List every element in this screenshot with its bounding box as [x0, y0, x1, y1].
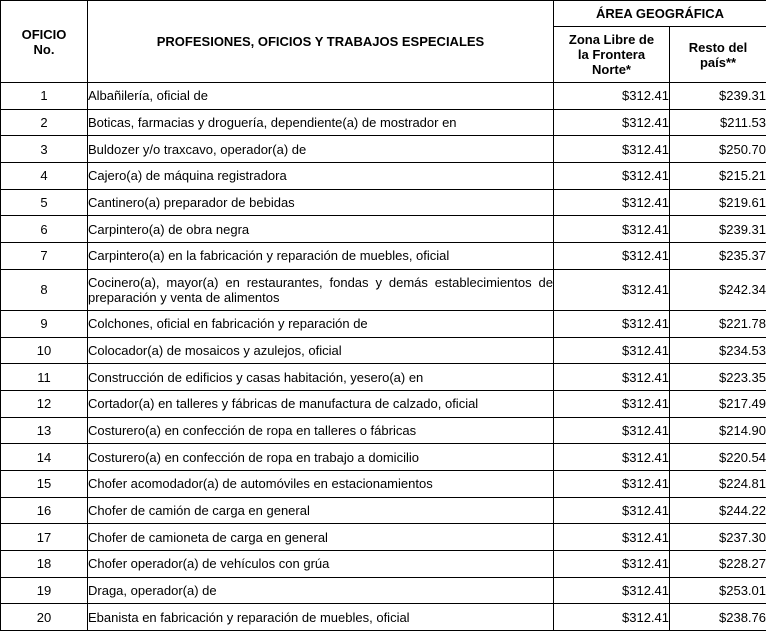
oficio-number: 9: [1, 310, 88, 337]
resto-wage: $250.70: [670, 136, 766, 163]
zona-wage: $312.41: [554, 364, 670, 391]
zona-wage: $312.41: [554, 444, 670, 471]
zona-wage: $312.41: [554, 216, 670, 243]
resto-wage: $214.90: [670, 417, 766, 444]
profession-description: Construcción de edificios y casas habitación, yesero(a) en: [88, 364, 554, 391]
profession-description: Cantinero(a) preparador de bebidas: [88, 189, 554, 216]
oficio-number: 19: [1, 577, 88, 604]
resto-wage: $237.30: [670, 524, 766, 551]
table-row: [1, 136, 766, 163]
profession-description: Cocinero(a), mayor(a) en restaurantes, fondas y demás establecimientos de preparación y venta de alimentos: [88, 269, 554, 310]
resto-wage: $219.61: [670, 189, 766, 216]
oficio-number: 5: [1, 189, 88, 216]
table-row: [1, 497, 766, 524]
profession-description: Costurero(a) en confección de ropa en trabajo a domicilio: [88, 444, 554, 471]
profession-description: Buldozer y/o traxcavo, operador(a) de: [88, 136, 554, 163]
area-header: ÁREA GEOGRÁFICA: [554, 1, 766, 27]
profession-description: Boticas, farmacias y droguería, dependiente(a) de mostrador en: [88, 109, 554, 136]
zona-wage: $312.41: [554, 604, 670, 631]
resto-wage: $244.22: [670, 497, 766, 524]
zona-wage: $312.41: [554, 524, 670, 551]
zona-header: Zona Libre de la Frontera Norte*: [554, 27, 670, 83]
table-row: [1, 524, 766, 551]
oficio-number: 18: [1, 551, 88, 578]
zona-wage: $312.41: [554, 417, 670, 444]
oficio-number: 4: [1, 163, 88, 190]
table-row: [1, 390, 766, 417]
table-row: [1, 216, 766, 243]
oficio-number: 14: [1, 444, 88, 471]
table-row: [1, 189, 766, 216]
zona-wage: $312.41: [554, 243, 670, 270]
resto-wage: $221.78: [670, 310, 766, 337]
profession-description: Ebanista en fabricación y reparación de muebles, oficial: [88, 604, 554, 631]
table-row: [1, 364, 766, 391]
resto-wage: $242.34: [670, 269, 766, 310]
resto-wage: $253.01: [670, 577, 766, 604]
resto-wage: $217.49: [670, 390, 766, 417]
oficio-number: 17: [1, 524, 88, 551]
professions-header: PROFESIONES, OFICIOS Y TRABAJOS ESPECIALES: [88, 1, 554, 83]
zona-wage: $312.41: [554, 551, 670, 578]
profession-description: Colocador(a) de mosaicos y azulejos, oficial: [88, 337, 554, 364]
table-row: [1, 444, 766, 471]
oficio-number: 15: [1, 470, 88, 497]
zona-wage: $312.41: [554, 390, 670, 417]
oficio-number: 2: [1, 109, 88, 136]
zona-wage: $312.41: [554, 109, 670, 136]
table-row: [1, 269, 766, 310]
resto-wage: $238.76: [670, 604, 766, 631]
table-header: [1, 1, 766, 83]
profession-description: Chofer operador(a) de vehículos con grúa: [88, 551, 554, 578]
resto-wage: $235.37: [670, 243, 766, 270]
table-row: [1, 604, 766, 631]
table-row: [1, 337, 766, 364]
oficio-number: 11: [1, 364, 88, 391]
oficio-header: OFICIO No.: [1, 1, 88, 83]
table-row: [1, 83, 766, 110]
resto-header: Resto del país**: [670, 27, 766, 83]
profession-description: Cajero(a) de máquina registradora: [88, 163, 554, 190]
table-row: [1, 243, 766, 270]
resto-wage: $228.27: [670, 551, 766, 578]
zona-wage: $312.41: [554, 497, 670, 524]
oficio-number: 7: [1, 243, 88, 270]
profession-description: Colchones, oficial en fabricación y reparación de: [88, 310, 554, 337]
profession-description: Chofer de camioneta de carga en general: [88, 524, 554, 551]
oficio-number: 3: [1, 136, 88, 163]
profession-description: Carpintero(a) de obra negra: [88, 216, 554, 243]
oficio-number: 10: [1, 337, 88, 364]
oficio-number: 8: [1, 269, 88, 310]
oficio-number: 13: [1, 417, 88, 444]
profession-description: Carpintero(a) en la fabricación y reparación de muebles, oficial: [88, 243, 554, 270]
zona-wage: $312.41: [554, 189, 670, 216]
oficio-number: 6: [1, 216, 88, 243]
profession-description: Costurero(a) en confección de ropa en talleres o fábricas: [88, 417, 554, 444]
zona-wage: $312.41: [554, 136, 670, 163]
resto-wage: $211.53: [670, 109, 766, 136]
table-body: [1, 83, 766, 631]
profession-description: Cortador(a) en talleres y fábricas de manufactura de calzado, oficial: [88, 390, 554, 417]
table-row: [1, 109, 766, 136]
resto-wage: $239.31: [670, 216, 766, 243]
resto-wage: $234.53: [670, 337, 766, 364]
oficio-number: 20: [1, 604, 88, 631]
profession-description: Draga, operador(a) de: [88, 577, 554, 604]
resto-wage: $220.54: [670, 444, 766, 471]
oficio-number: 16: [1, 497, 88, 524]
table-row: [1, 551, 766, 578]
zona-wage: $312.41: [554, 470, 670, 497]
table-row: [1, 470, 766, 497]
profession-description: Chofer acomodador(a) de automóviles en estacionamientos: [88, 470, 554, 497]
table-row: [1, 310, 766, 337]
oficio-number: 1: [1, 83, 88, 110]
table-row: [1, 417, 766, 444]
table-row: [1, 163, 766, 190]
profession-description: Chofer de camión de carga en general: [88, 497, 554, 524]
resto-wage: $224.81: [670, 470, 766, 497]
resto-wage: $239.31: [670, 83, 766, 110]
zona-wage: $312.41: [554, 310, 670, 337]
zona-wage: $312.41: [554, 337, 670, 364]
resto-wage: $223.35: [670, 364, 766, 391]
zona-wage: $312.41: [554, 83, 670, 110]
resto-wage: $215.21: [670, 163, 766, 190]
profession-description: Albañilería, oficial de: [88, 83, 554, 110]
table-row: [1, 577, 766, 604]
zona-wage: $312.41: [554, 269, 670, 310]
oficio-number: 12: [1, 390, 88, 417]
zona-wage: $312.41: [554, 163, 670, 190]
zona-wage: $312.41: [554, 577, 670, 604]
